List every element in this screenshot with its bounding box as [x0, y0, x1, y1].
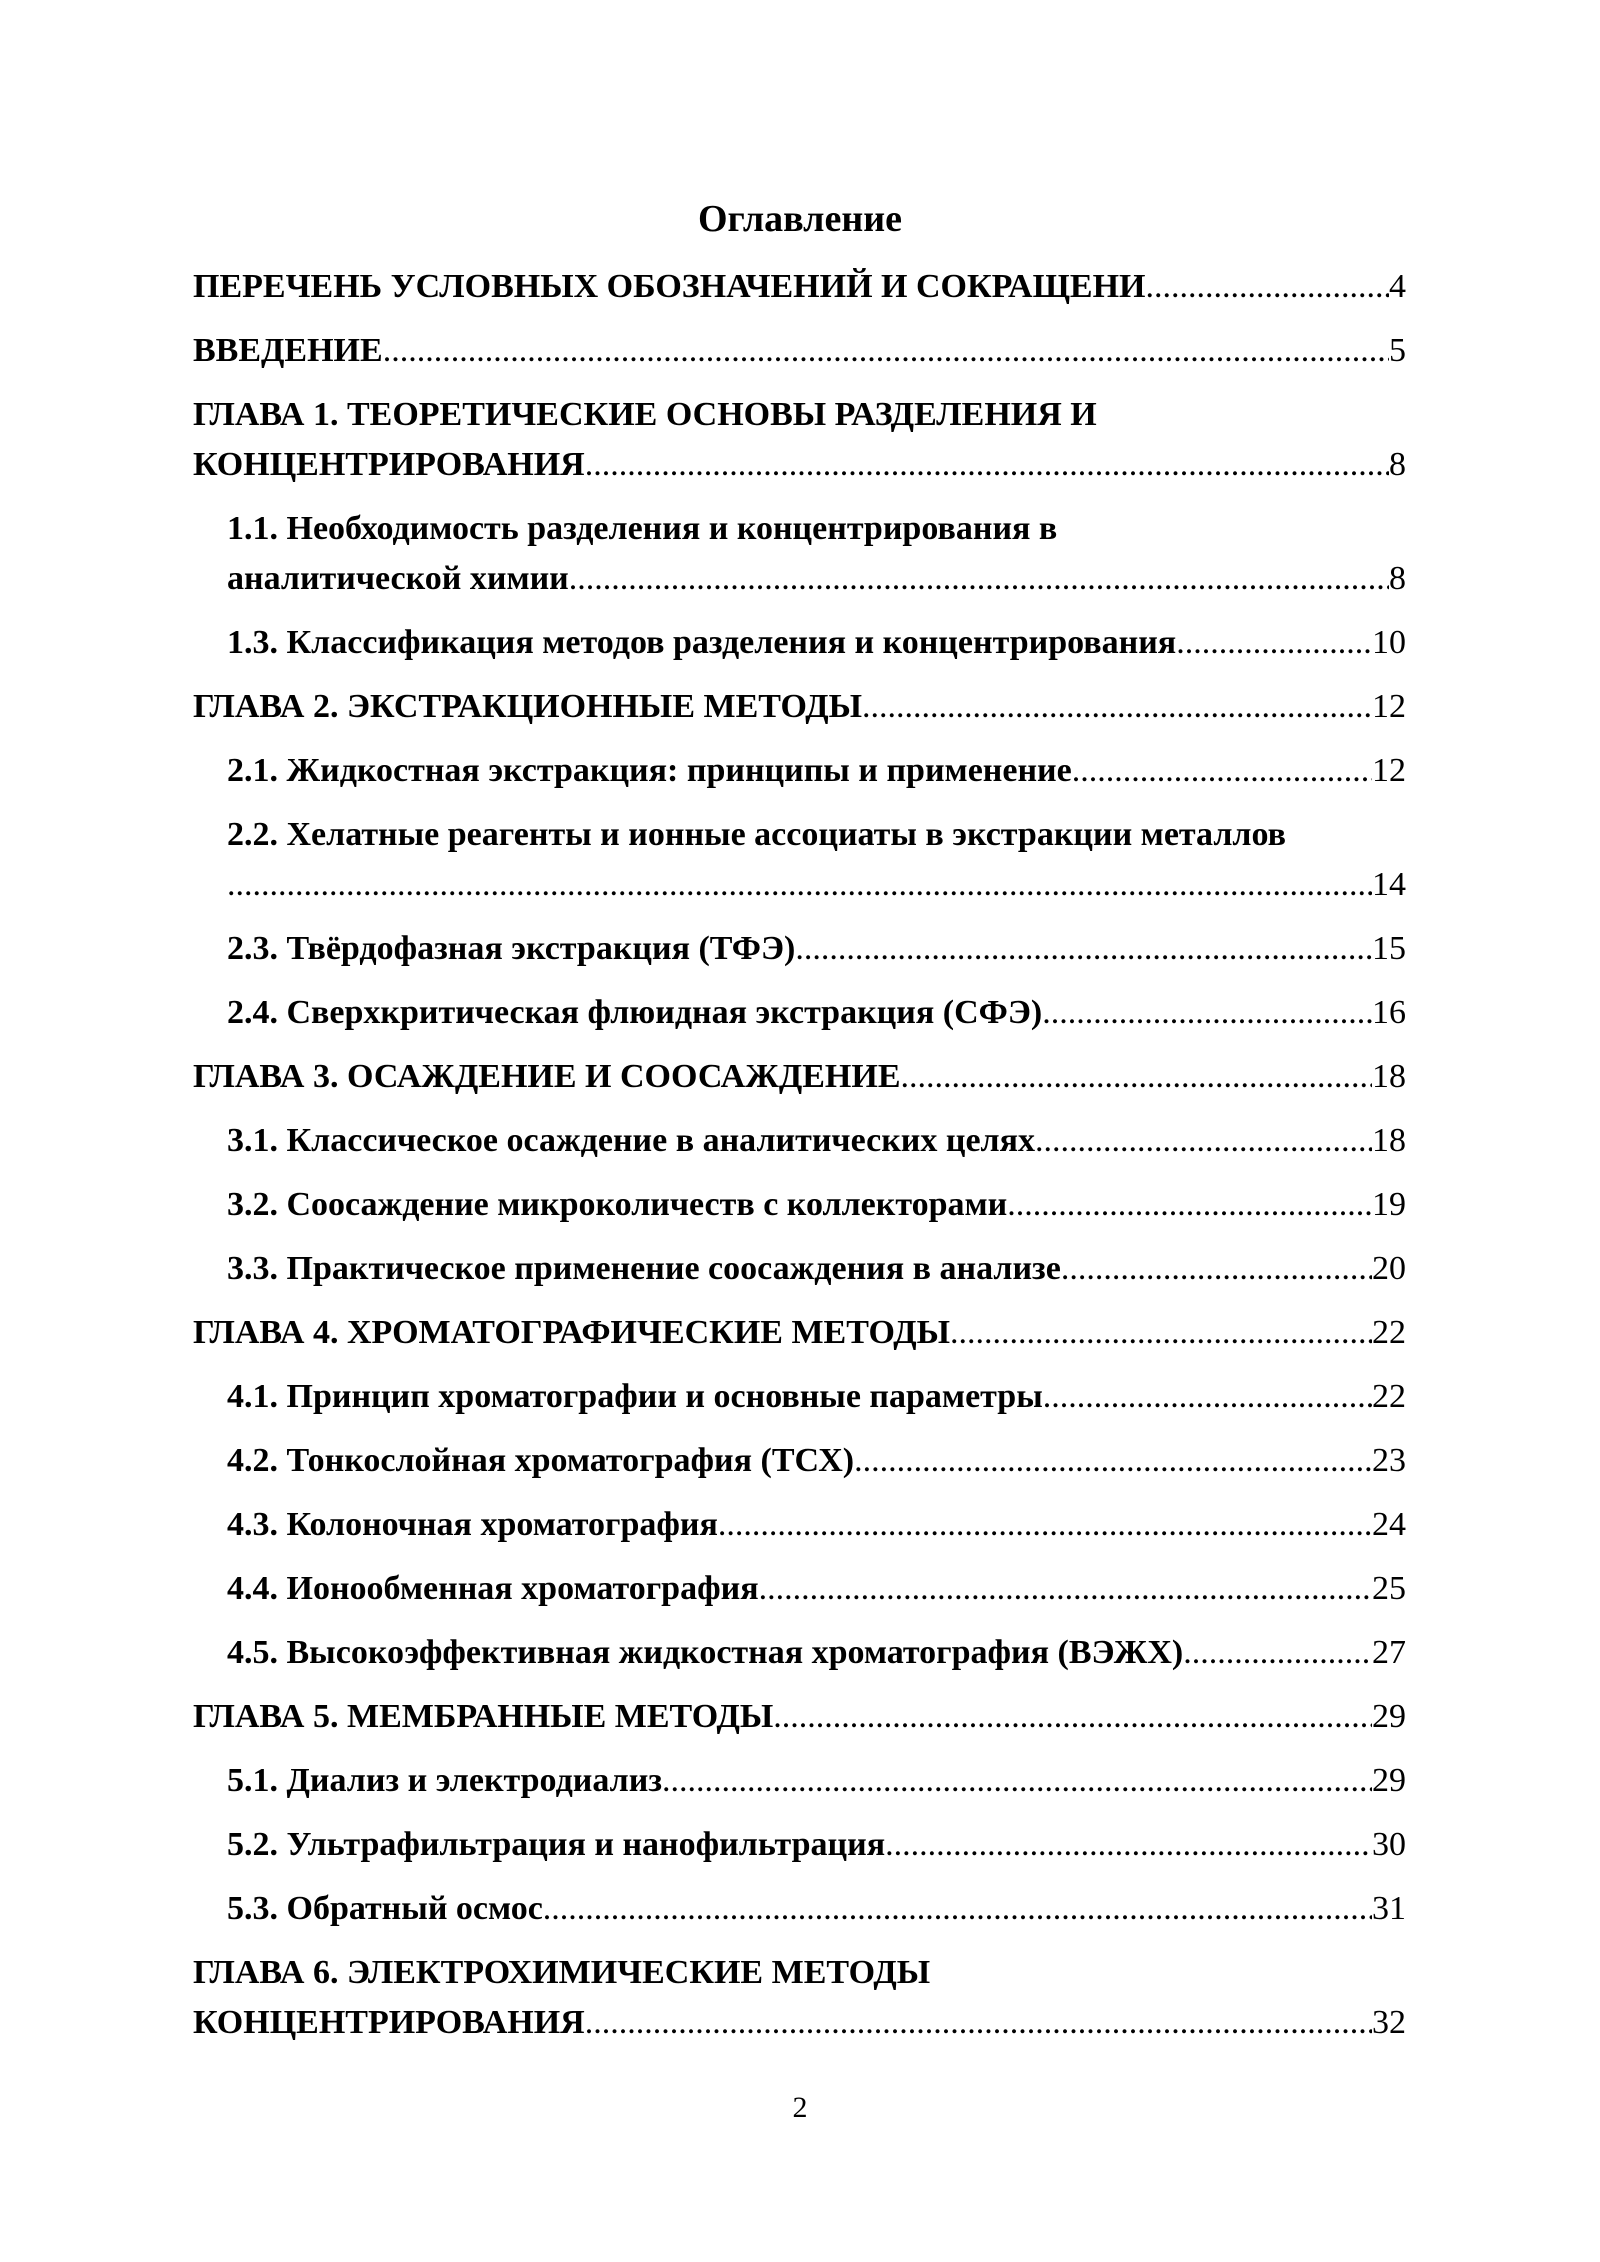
dot-leader: [901, 1052, 1373, 1102]
toc-entry-title: 4.2. Тонкослойная хроматография (ТСХ): [227, 1442, 855, 1479]
toc-entry-line: [227, 1820, 1406, 1870]
toc-entry-line: [227, 618, 1406, 668]
toc-entry-line: [227, 860, 1406, 910]
toc-entry[interactable]: [193, 810, 1406, 910]
toc-entry[interactable]: [193, 1244, 1406, 1294]
toc-entry[interactable]: [193, 1500, 1406, 1550]
toc-entry-line: [227, 746, 1406, 796]
toc-entry[interactable]: [193, 326, 1406, 376]
toc-entry-page-number: 15: [1372, 930, 1406, 967]
toc-entry[interactable]: [193, 262, 1406, 312]
dot-leader: [585, 1998, 1372, 2048]
toc-entry[interactable]: [193, 746, 1406, 796]
toc-entry-line: [227, 988, 1406, 1038]
dot-leader: [662, 1756, 1372, 1806]
toc-entry-title: 5.1. Диализ и электродиализ: [227, 1762, 662, 1799]
toc-entry-page-number: 29: [1372, 1698, 1406, 1735]
toc-entry-line: [227, 924, 1406, 974]
dot-leader: [862, 682, 1372, 732]
toc-entry-line: [227, 1884, 1406, 1934]
toc-entry-title: ГЛАВА 4. ХРОМАТОГРАФИЧЕСКИЕ МЕТОДЫ: [193, 1314, 950, 1351]
toc-entry-page-number: 18: [1372, 1122, 1406, 1159]
toc-entry-page-number: 29: [1372, 1762, 1406, 1799]
toc-entry-title-line: ГЛАВА 6. ЭЛЕКТРОХИМИЧЕСКИЕ МЕТОДЫ: [193, 1954, 931, 1991]
toc-entry[interactable]: [193, 504, 1406, 604]
toc-entry-line: [193, 1692, 1406, 1742]
toc-entry-page-number: 16: [1372, 994, 1406, 1031]
toc-entry[interactable]: [193, 1116, 1406, 1166]
toc-entry-title-line: 2.2. Хелатные реагенты и ионные ассоциаты в экстракции металлов: [227, 816, 1287, 853]
toc-entry[interactable]: [193, 988, 1406, 1038]
toc-entry[interactable]: [193, 1756, 1406, 1806]
toc-entry-title: 1.3. Классификация методов разделения и концентрирования: [227, 624, 1177, 661]
dot-leader: [585, 440, 1389, 490]
toc-entry[interactable]: [193, 924, 1406, 974]
toc-entry-line: [193, 326, 1406, 376]
toc-entry-line: [227, 1372, 1406, 1422]
toc-entry-title: 3.3. Практическое применение соосаждения в анализе: [227, 1250, 1061, 1287]
toc-entry[interactable]: [193, 1692, 1406, 1742]
dot-leader: [854, 1436, 1372, 1486]
toc-entry-line: [193, 682, 1406, 732]
toc-entry-page-number: 20: [1372, 1250, 1406, 1287]
toc-entry-title: КОНЦЕНТРИРОВАНИЯ: [193, 446, 585, 483]
toc-entry-page-number: 5: [1389, 332, 1406, 369]
toc-entry-page-number: 25: [1372, 1570, 1406, 1607]
toc-entry-line: [227, 1436, 1406, 1486]
toc-entry[interactable]: [193, 1052, 1406, 1102]
toc-entry-page-number: 12: [1372, 688, 1406, 725]
dot-leader: [950, 1308, 1372, 1358]
toc-entry-page-number: 8: [1389, 446, 1406, 483]
toc-entry-page-number: 32: [1372, 2004, 1406, 2041]
page-number: 2: [792, 2091, 808, 2124]
toc-entry[interactable]: [193, 1308, 1406, 1358]
dot-leader: [383, 326, 1389, 376]
toc-entry-page-number: 23: [1372, 1442, 1406, 1479]
toc-entry-page-number: 24: [1372, 1506, 1406, 1543]
toc-entry-title: 5.3. Обратный осмос: [227, 1890, 543, 1927]
toc-entry-title: 4.3. Колоночная хроматография: [227, 1506, 718, 1543]
toc-entry[interactable]: [193, 1180, 1406, 1230]
toc-entry-page-number: 31: [1372, 1890, 1406, 1927]
toc-entry-title: ГЛАВА 5. МЕМБРАННЫЕ МЕТОДЫ: [193, 1698, 774, 1735]
toc-entry-line: [193, 262, 1406, 312]
toc-entry[interactable]: [193, 1948, 1406, 2048]
dot-leader: [1183, 1628, 1372, 1678]
toc-entry-title: ГЛАВА 3. ОСАЖДЕНИЕ И СООСАЖДЕНИЕ: [193, 1058, 901, 1095]
dot-leader: [1072, 746, 1372, 796]
toc-entry-title-line: ГЛАВА 1. ТЕОРЕТИЧЕСКИЕ ОСНОВЫ РАЗДЕЛЕНИЯ И: [193, 396, 1097, 433]
toc-entry-page-number: 19: [1372, 1186, 1406, 1223]
toc-entry-page-number: 14: [1372, 866, 1406, 903]
toc-entry-line: [227, 1244, 1406, 1294]
dot-leader: [1035, 1116, 1372, 1166]
toc-entry-title: 2.3. Твёрдофазная экстракция (ТФЭ): [227, 930, 796, 967]
toc-entry[interactable]: [193, 1820, 1406, 1870]
toc-entry-title: ПЕРЕЧЕНЬ УСЛОВНЫХ ОБОЗНАЧЕНИЙ И СОКРАЩЕНИ: [193, 268, 1146, 305]
toc-entry-line: [227, 1116, 1406, 1166]
dot-leader: [1176, 618, 1372, 668]
toc-entry-page-number: 30: [1372, 1826, 1406, 1863]
toc-entry-title: 3.1. Классическое осаждение в аналитических целях: [227, 1122, 1036, 1159]
dot-leader: [227, 860, 1372, 910]
toc-entry[interactable]: [193, 390, 1406, 490]
toc-entry-page-number: 12: [1372, 752, 1406, 789]
page-title: Оглавление: [697, 198, 903, 240]
table-of-contents: [193, 262, 1406, 2048]
toc-entry-title: аналитической химии: [227, 560, 569, 597]
toc-entry-title: 4.4. Ионообменная хроматография: [227, 1570, 759, 1607]
dot-leader: [759, 1564, 1372, 1614]
toc-entry[interactable]: [193, 1372, 1406, 1422]
toc-entry[interactable]: [193, 1564, 1406, 1614]
toc-entry-page-number: 22: [1372, 1314, 1406, 1351]
dot-leader: [773, 1692, 1372, 1742]
dot-leader: [1042, 988, 1372, 1038]
toc-entry-line: [227, 1564, 1406, 1614]
toc-entry-line: [193, 440, 1406, 490]
dot-leader: [1061, 1244, 1372, 1294]
toc-entry-title: 4.1. Принцип хроматографии и основные параметры: [227, 1378, 1043, 1415]
dot-leader: [1146, 262, 1390, 312]
toc-entry-title: 2.4. Сверхкритическая флюидная экстракция (СФЭ): [227, 994, 1043, 1031]
toc-entry-line: [227, 1500, 1406, 1550]
toc-entry-page-number: 18: [1372, 1058, 1406, 1095]
toc-entry[interactable]: [193, 1436, 1406, 1486]
toc-entry-page-number: 4: [1389, 268, 1406, 305]
toc-entry-title: 4.5. Высокоэффективная жидкостная хроматография (ВЭЖХ): [227, 1634, 1184, 1671]
toc-entry-title: 5.2. Ультрафильтрация и нанофильтрация: [227, 1826, 886, 1863]
toc-entry-title: 3.2. Соосаждение микроколичеств с коллекторами: [227, 1186, 1008, 1223]
toc-entry-title: ВВЕДЕНИЕ: [193, 332, 383, 369]
dot-leader: [543, 1884, 1372, 1934]
toc-entry-line: [193, 1308, 1406, 1358]
toc-entry-line: [193, 1052, 1406, 1102]
toc-entry-page-number: 22: [1372, 1378, 1406, 1415]
toc-entry-title-line: 1.1. Необходимость разделения и концентрирования в: [227, 510, 1058, 547]
toc-entry[interactable]: [193, 618, 1406, 668]
toc-entry-page-number: 8: [1389, 560, 1406, 597]
toc-entry-page-number: 27: [1372, 1634, 1406, 1671]
toc-entry-line: [227, 1756, 1406, 1806]
toc-entry[interactable]: [193, 1884, 1406, 1934]
dot-leader: [1007, 1180, 1372, 1230]
toc-entry[interactable]: [193, 682, 1406, 732]
dot-leader: [569, 554, 1389, 604]
dot-leader: [718, 1500, 1372, 1550]
toc-entry-page-number: 10: [1372, 624, 1406, 661]
toc-entry[interactable]: [193, 1628, 1406, 1678]
toc-entry-line: [193, 1998, 1406, 2048]
toc-entry-title: 2.1. Жидкостная экстракция: принципы и применение: [227, 752, 1072, 789]
toc-entry-line: [227, 1180, 1406, 1230]
dot-leader: [885, 1820, 1372, 1870]
toc-entry-line: [227, 1628, 1406, 1678]
toc-entry-line: [227, 554, 1406, 604]
dot-leader: [1043, 1372, 1372, 1422]
toc-entry-title: ГЛАВА 2. ЭКСТРАКЦИОННЫЕ МЕТОДЫ: [193, 688, 863, 725]
dot-leader: [795, 924, 1372, 974]
toc-entry-title: КОНЦЕНТРИРОВАНИЯ: [193, 2004, 585, 2041]
